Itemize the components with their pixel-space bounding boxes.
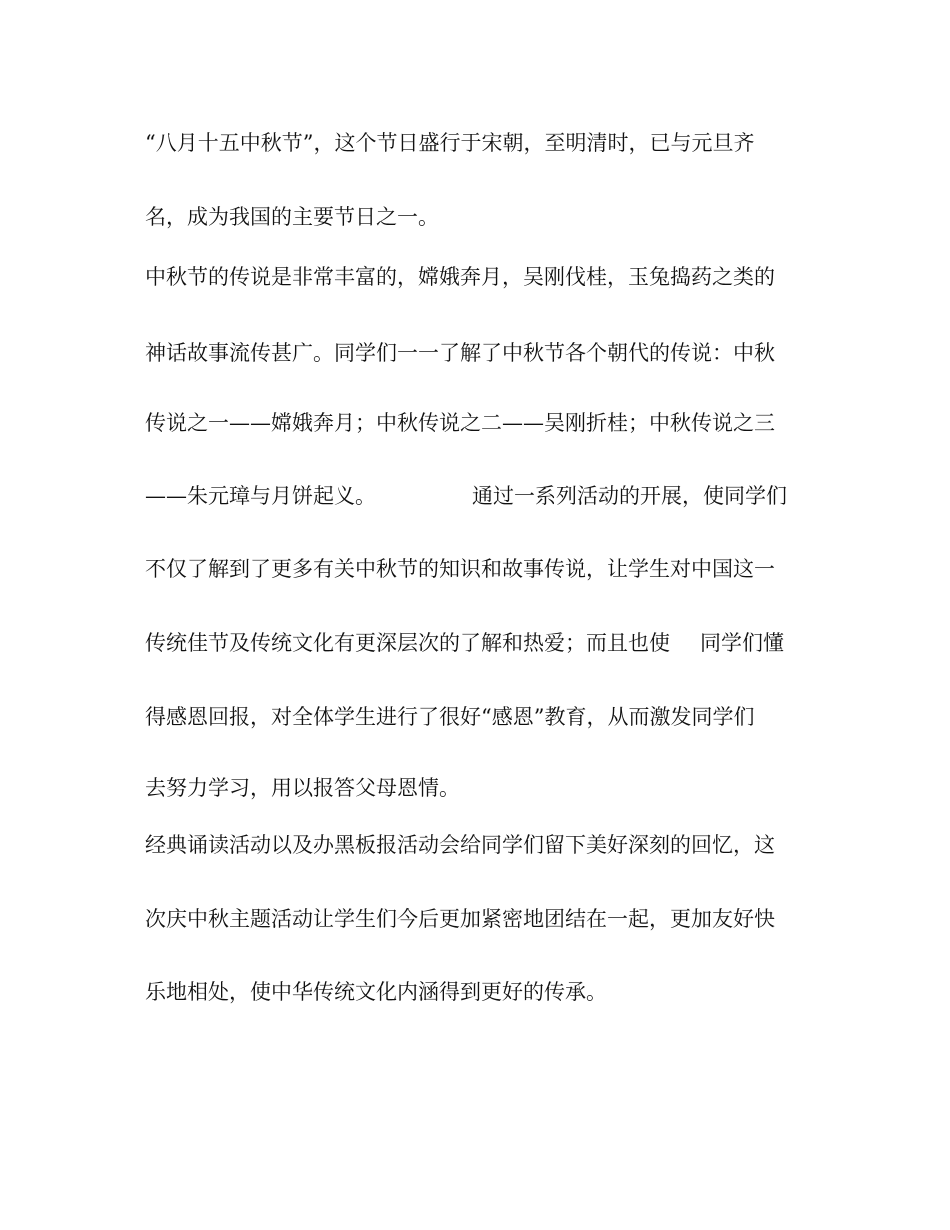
- paragraph-1-line-2: 名，成为我国的主要节日之一。: [145, 205, 439, 229]
- paragraph-2-line-4: [145, 481, 825, 511]
- paragraph-1-line-1: “八月十五中秋节”，这个节日盛行于宋朝，至明清时，已与元旦齐: [145, 131, 755, 155]
- paragraph-2-line-6-start: 传统佳节及传统文化有更深层次的了解和热爱；而且也使: [145, 631, 670, 655]
- paragraph-2-line-6: [145, 628, 825, 658]
- paragraph-2-line-6-end: 同学们懂: [700, 631, 784, 655]
- paragraph-2-line-3: 传说之一——嫦娥奔月；中秋传说之二——吴刚折桂；中秋传说之三: [145, 411, 775, 435]
- paragraph-2-line-4-start: ——朱元璋与月饼起义。: [145, 484, 376, 508]
- paragraph-2-line-4-end: 通过一系列活动的开展，使同学们: [472, 484, 787, 508]
- paragraph-3-line-3: 乐地相处，使中华传统文化内涵得到更好的传承。: [145, 980, 607, 1004]
- paragraph-2-line-1: 中秋节的传说是非常丰富的，嫦娥奔月，吴刚伐桂，玉兔捣药之类的: [145, 265, 775, 289]
- paragraph-2-line-7: 得感恩回报，对全体学生进行了很好“感恩”教育，从而激发同学们: [145, 705, 755, 729]
- paragraph-2-line-2: 神话故事流传甚广。同学们一一了解了中秋节各个朝代的传说：中秋: [145, 341, 775, 365]
- paragraph-2-line-5: 不仅了解到了更多有关中秋节的知识和故事传说，让学生对中国这一: [145, 557, 775, 581]
- paragraph-2-line-8: 去努力学习，用以报答父母恩情。: [145, 776, 460, 800]
- paragraph-3-line-2: 次庆中秋主题活动让学生们今后更加紧密地团结在一起，更加友好快: [145, 907, 775, 931]
- paragraph-3-line-1: 经典诵读活动以及办黑板报活动会给同学们留下美好深刻的回忆，这: [145, 833, 775, 857]
